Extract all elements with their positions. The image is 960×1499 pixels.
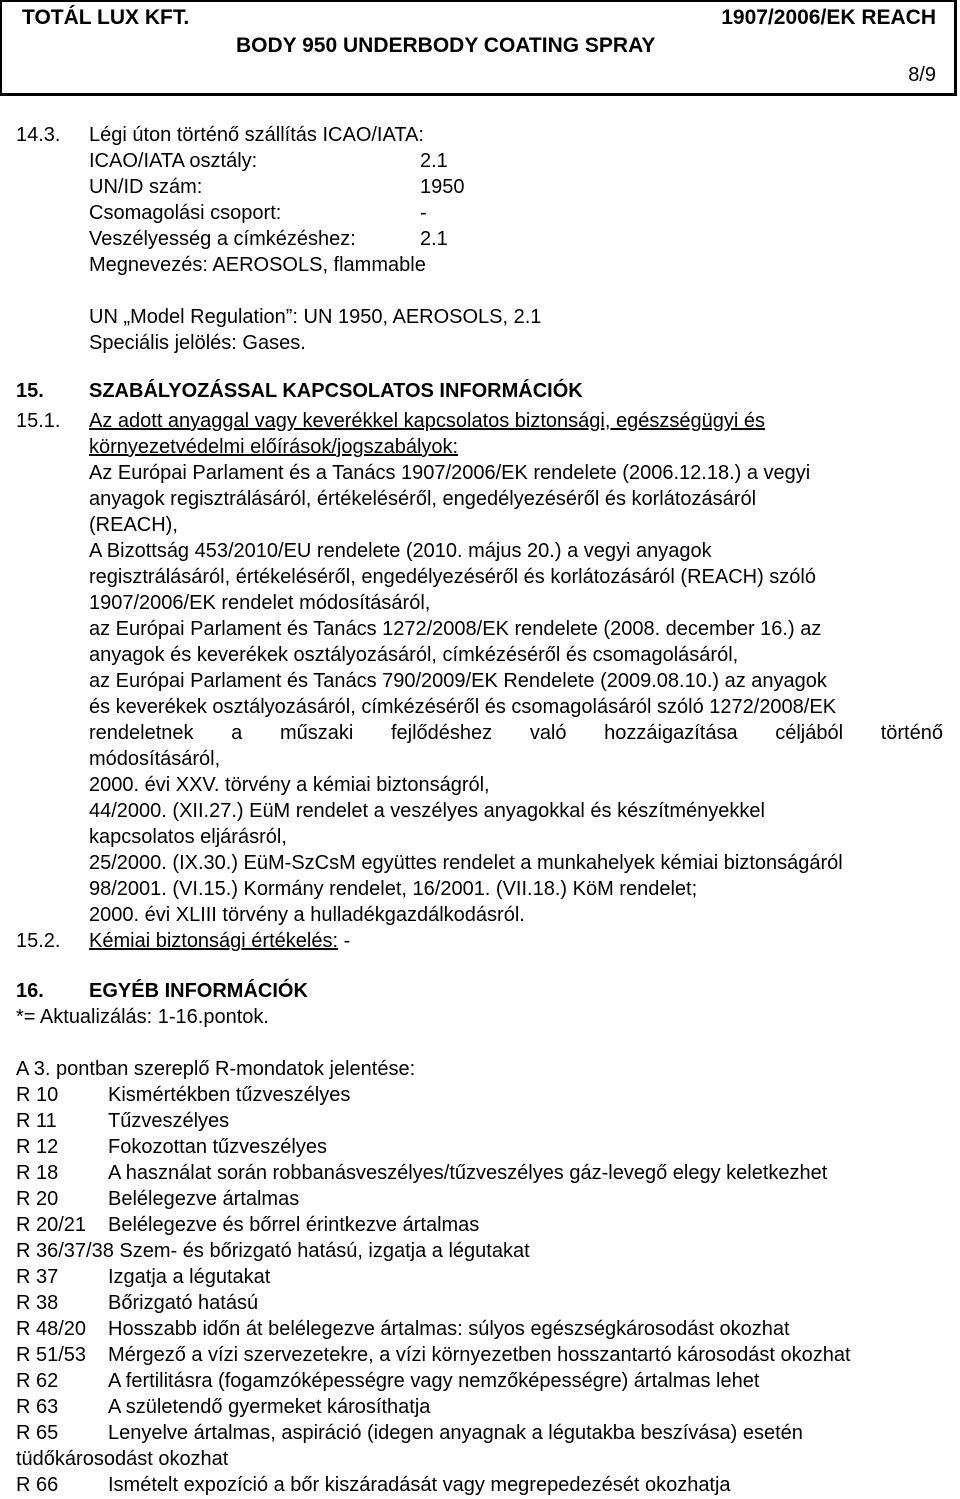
special-marking-line: Speciális jelölés: Gases. — [89, 332, 306, 354]
regulation-line: 1907/2006/EK rendelet módosításáról, — [89, 592, 431, 614]
field-label: UN/ID szám: — [89, 176, 203, 198]
field-label: Csomagolási csoport: — [89, 202, 282, 224]
naming-line: Megnevezés: AEROSOLS, flammable — [89, 254, 426, 276]
r-phrase-text: Belélegezve és bőrrel érintkezve ártalmas — [108, 1214, 480, 1236]
section-16-number: 16. — [16, 980, 44, 1002]
page-number: 8/9 — [908, 64, 936, 86]
r-phrase-row — [16, 1238, 530, 1264]
r-phrase-code: R 36/37/38 — [16, 1240, 114, 1262]
section-15-1-title: Az adott anyaggal vagy keverékkel kapcsolatos biztonsági, egészségügyi és — [89, 410, 765, 432]
r-phrase-text: A használat során robbanásveszélyes/tűzveszélyes gáz-levegő elegy keletkezhet — [108, 1162, 828, 1184]
r-phrase-code: R 20/21 — [16, 1214, 87, 1236]
r-phrase-text: A születendő gyermeket károsíthatja — [108, 1396, 431, 1418]
r-phrase-code: R 63 — [16, 1396, 59, 1418]
product-name: BODY 950 UNDERBODY COATING SPRAY — [236, 34, 656, 57]
r-phrase-text: Bőrizgató hatású — [108, 1292, 259, 1314]
r-phrase-text: Mérgező a vízi szervezetekre, a vízi környezetben hosszantartó károsodást okozhat — [108, 1344, 851, 1366]
r-phrase-text: Tűzveszélyes — [108, 1110, 230, 1132]
section-16-title: EGYÉB INFORMÁCIÓK — [89, 980, 308, 1002]
regulation-line: és keverékek osztályozásáról, címkézéséről és csomagolásáról szóló 1272/2008/EK — [89, 696, 837, 718]
r-phrase-code: R 51/53 — [16, 1344, 87, 1366]
section-15-2-text — [89, 928, 350, 954]
regulation-line: az Európai Parlament és Tanács 790/2009/EK Rendelete (2009.08.10.) az anyagok — [89, 670, 827, 692]
r-phrase-text: Hosszabb időn át belélegezve ártalmas: súlyos egészségkárosodást okozhat — [108, 1318, 790, 1340]
r-phrase-code: R 66 — [16, 1474, 59, 1496]
r-phrase-code: R 48/20 — [16, 1318, 87, 1340]
regulation-line: 2000. évi XLIII törvény a hulladékgazdálkodásról. — [89, 904, 525, 926]
regulation-line: rendeletnek a műszaki fejlődéshez való hozzáigazítása céljából történő — [89, 722, 943, 744]
section-15-2-label: Kémiai biztonsági értékelés: — [89, 930, 339, 952]
regulation-line: 2000. évi XXV. törvény a kémiai biztonságról, — [89, 774, 490, 796]
r-phrase-code: R 38 — [16, 1292, 59, 1314]
r-phrase-code: R 11 — [16, 1110, 57, 1132]
company-name: TOTÁL LUX KFT. — [22, 6, 190, 29]
r-phrases-intro: A 3. pontban szereplő R-mondatok jelentése: — [16, 1058, 416, 1080]
r-phrase-code: R 18 — [16, 1162, 59, 1184]
regulation-line: anyagok regisztrálásáról, értékeléséről, engedélyezéséről és korlátozásáról — [89, 488, 757, 510]
section-15-1-number: 15.1. — [16, 410, 61, 432]
section-15-1-title-cont: környezetvédelmi előírások/jogszabályok: — [89, 436, 459, 458]
regulation-line: (REACH), — [89, 514, 178, 536]
r-phrase-text: Kismértékben tűzveszélyes — [108, 1084, 351, 1106]
regulation-line: regisztrálásáról, értékeléséről, engedélyezéséről és korlátozásáról (REACH) szóló — [89, 566, 816, 588]
field-label: ICAO/IATA osztály: — [89, 150, 258, 172]
un-model-line: UN „Model Regulation”: UN 1950, AEROSOLS, 2.1 — [89, 306, 542, 328]
section-14-3-title: Légi úton történő szállítás ICAO/IATA: — [89, 124, 424, 146]
document-header — [0, 0, 957, 96]
regulation-line: kapcsolatos eljárásról, — [89, 826, 287, 848]
r-phrase-text: A fertilitásra (fogamzóképességre vagy nemzőképességre) ártalmas lehet — [108, 1370, 760, 1392]
r-phrase-text: Ismételt expozíció a bőr kiszáradását vagy megrepedezését okozhatja — [108, 1474, 731, 1496]
section-15-number: 15. — [16, 380, 44, 402]
r-phrase-text-cont: tüdőkárosodást okozhat — [16, 1448, 229, 1470]
regulation-line: anyagok és keverékek osztályozásáról, címkézéséről és csomagolásáról, — [89, 644, 739, 666]
regulation-line: 44/2000. (XII.27.) EüM rendelet a veszélyes anyagokkal és készítményekkel — [89, 800, 765, 822]
section-15-2-number: 15.2. — [16, 930, 61, 952]
section-14-3-number: 14.3. — [16, 124, 61, 146]
r-phrase-text: Szem- és bőrizgató hatású, izgatja a légutakat — [119, 1240, 530, 1262]
r-phrase-text: Izgatja a légutakat — [108, 1266, 271, 1288]
r-phrase-code: R 10 — [16, 1084, 59, 1106]
r-phrase-text: Lenyelve ártalmas, aspiráció (idegen anyagnak a légutakba beszívása) esetén — [108, 1422, 803, 1444]
section-15-2-value: - — [343, 930, 351, 952]
r-phrase-code: R 12 — [16, 1136, 59, 1158]
regulation-line: A Bizottság 453/2010/EU rendelete (2010. május 20.) a vegyi anyagok — [89, 540, 712, 562]
field-value: 2.1 — [420, 228, 448, 250]
field-value: - — [420, 202, 427, 224]
field-value: 2.1 — [420, 150, 448, 172]
r-phrase-code: R 20 — [16, 1188, 59, 1210]
regulation-reference: 1907/2006/EK REACH — [721, 6, 936, 29]
field-label: Veszélyesség a címkézéshez: — [89, 228, 356, 250]
r-phrase-text: Belélegezve ártalmas — [108, 1188, 300, 1210]
regulation-line: az Európai Parlament és Tanács 1272/2008/EK rendelete (2008. december 16.) az — [89, 618, 822, 640]
regulation-line: 98/2001. (VI.15.) Kormány rendelet, 16/2001. (VII.18.) KöM rendelet; — [89, 878, 698, 900]
r-phrase-code: R 62 — [16, 1370, 59, 1392]
regulation-line: Az Európai Parlament és a Tanács 1907/2006/EK rendelete (2006.12.18.) a vegyi — [89, 462, 811, 484]
header-box — [2, 2, 954, 93]
section-15-title: SZABÁLYOZÁSSAL KAPCSOLATOS INFORMÁCIÓK — [89, 380, 583, 402]
update-note: *= Aktualizálás: 1-16.pontok. — [16, 1006, 269, 1028]
r-phrase-text: Fokozottan tűzveszélyes — [108, 1136, 327, 1158]
r-phrase-code: R 65 — [16, 1422, 59, 1444]
regulation-line: módosításáról, — [89, 748, 221, 770]
r-phrase-code: R 37 — [16, 1266, 59, 1288]
field-value: 1950 — [420, 176, 465, 198]
regulation-line: 25/2000. (IX.30.) EüM-SzCsM együttes rendelet a munkahelyek kémiai biztonságáról — [89, 852, 843, 874]
